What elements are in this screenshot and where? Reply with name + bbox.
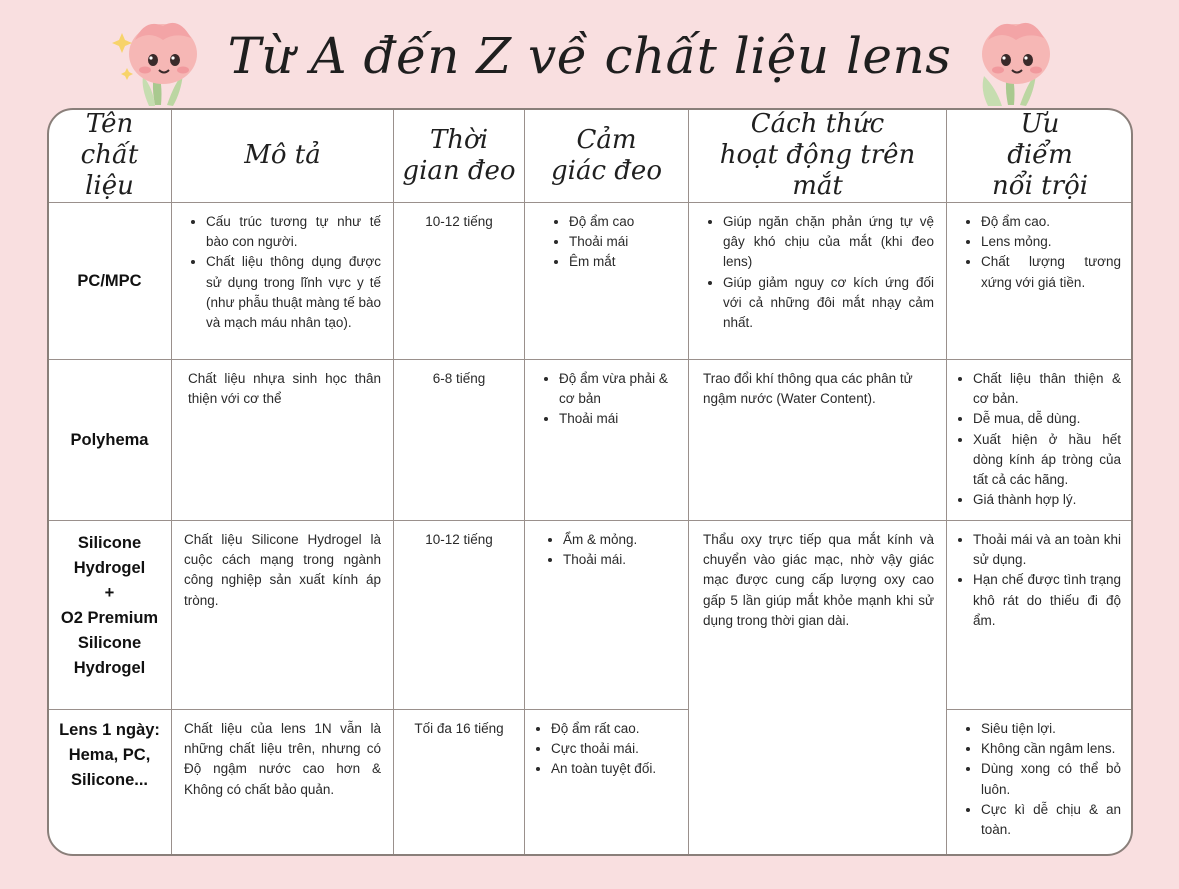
header-wear-time: Thời gian đeo (394, 109, 525, 203)
table-header-row (48, 109, 1134, 203)
material-mechanism: Thẩu oxy trực tiếp qua mắt kính và chuyển vào giác mạc, nhờ vậy giác mạc được cung cấp lượng oxy cao gấp 5 lần giúp mắt khỏe mạnh khi sử dụng trong thời gian dài. (689, 521, 947, 857)
header-advantages: Ưu điểm nổi trội (947, 109, 1134, 203)
page-title: Từ A đến Z về chất liệu lens (227, 27, 952, 85)
list-item: • Chất liệu thông dụng được sử dụng trong lĩnh vực y tế (như phẫu thuật màng tế bào và mạch máu nhân tạo). (206, 252, 381, 333)
list-item: • Giúp giảm nguy cơ kích ứng đối với cả những đôi mắt nhạy cảm nhất. (723, 273, 934, 334)
material-description: Chất liệu Silicone Hydrogel là cuộc cách mạng trong ngành công nghiệp sản xuất kính áp tròng. (172, 521, 394, 710)
material-description: Chất liệu nhựa sinh học thân thiện với cơ thể (172, 360, 394, 521)
material-wear-time: 6-8 tiếng (394, 360, 525, 521)
list-item: • Thoải mái (559, 409, 676, 429)
list-item: • Cực thoải mái. (551, 739, 676, 759)
material-mechanism (689, 203, 947, 360)
list-item: • Hạn chế được tình trạng khô rát do thiếu đi độ ẩm. (973, 570, 1121, 631)
list-item: • Độ ẩm vừa phải & cơ bản (559, 369, 676, 409)
list-item: • Độ ẩm rất cao. (551, 719, 676, 739)
material-wear-time: 10-12 tiếng (394, 203, 525, 360)
list-item: • Xuất hiện ở hầu hết dòng kính áp tròng của tất cả các hãng. (973, 430, 1121, 491)
list-item: • Ẩm & mỏng. (563, 530, 676, 550)
list-item: • Giá thành hợp lý. (973, 490, 1121, 510)
material-advantages (947, 521, 1134, 710)
list-item: • Độ ẩm cao. (981, 212, 1121, 232)
material-advantages (947, 710, 1134, 857)
list-item: • Không cần ngâm lens. (981, 739, 1121, 759)
material-description (172, 203, 394, 360)
list-item: • Thoải mái (569, 232, 676, 252)
list-item: • Cấu trúc tương tự như tế bào con người. (206, 212, 381, 252)
list-item: • Êm mắt (569, 252, 676, 272)
material-wear-time: Tối đa 16 tiếng (394, 710, 525, 857)
list-item: • Giúp ngăn chặn phản ứng tự vệ gây khó chịu của mắt (khi đeo lens) (723, 212, 934, 273)
header-name: Tên chất liệu (48, 109, 172, 203)
material-mechanism: Trao đổi khí thông qua các phân tử ngậm nước (Water Content). (689, 360, 947, 521)
header-mechanism: Cách thức hoạt động trên mắt (689, 109, 947, 203)
list-item: • Thoải mái và an toàn khi sử dụng. (973, 530, 1121, 570)
table-row (48, 360, 1134, 521)
header-feel: Cảm giác đeo (525, 109, 689, 203)
list-item: • Siêu tiện lợi. (981, 719, 1121, 739)
material-name: Silicone Hydrogel + O2 Premium Silicone Hydrogel (48, 521, 172, 710)
material-feel (525, 710, 689, 857)
material-wear-time: 10-12 tiếng (394, 521, 525, 710)
tulip-character-icon (958, 10, 1068, 110)
material-name: PC/MPC (48, 203, 172, 360)
material-feel (525, 360, 689, 521)
table-row (48, 203, 1134, 360)
material-name: Lens 1 ngày: Hema, PC, Silicone... (48, 710, 172, 857)
material-description: Chất liệu của lens 1N vẫn là những chất liệu trên, nhưng có Độ ngậm nước cao hơn & Không có chất bảo quản. (172, 710, 394, 857)
list-item: • Dễ mua, dễ dùng. (973, 409, 1121, 429)
material-feel (525, 203, 689, 360)
list-item: • Dùng xong có thể bỏ luôn. (981, 759, 1121, 799)
list-item: • Chất lượng tương xứng với giá tiền. (981, 252, 1121, 292)
materials-table-card (47, 108, 1133, 856)
list-item: • An toàn tuyệt đối. (551, 759, 676, 779)
material-advantages (947, 360, 1134, 521)
tulip-character-icon (105, 10, 215, 110)
material-name: Polyhema (48, 360, 172, 521)
list-item: • Chất liệu thân thiện & cơ bản. (973, 369, 1121, 409)
list-item: • Độ ẩm cao (569, 212, 676, 232)
material-feel (525, 521, 689, 710)
header-description: Mô tả (172, 109, 394, 203)
material-advantages (947, 203, 1134, 360)
list-item: • Thoải mái. (563, 550, 676, 570)
table-row (48, 521, 1134, 710)
list-item: • Lens mỏng. (981, 232, 1121, 252)
table-row (48, 710, 1134, 857)
materials-table (47, 108, 1133, 856)
list-item: • Cực kì dễ chịu & an toàn. (981, 800, 1121, 840)
